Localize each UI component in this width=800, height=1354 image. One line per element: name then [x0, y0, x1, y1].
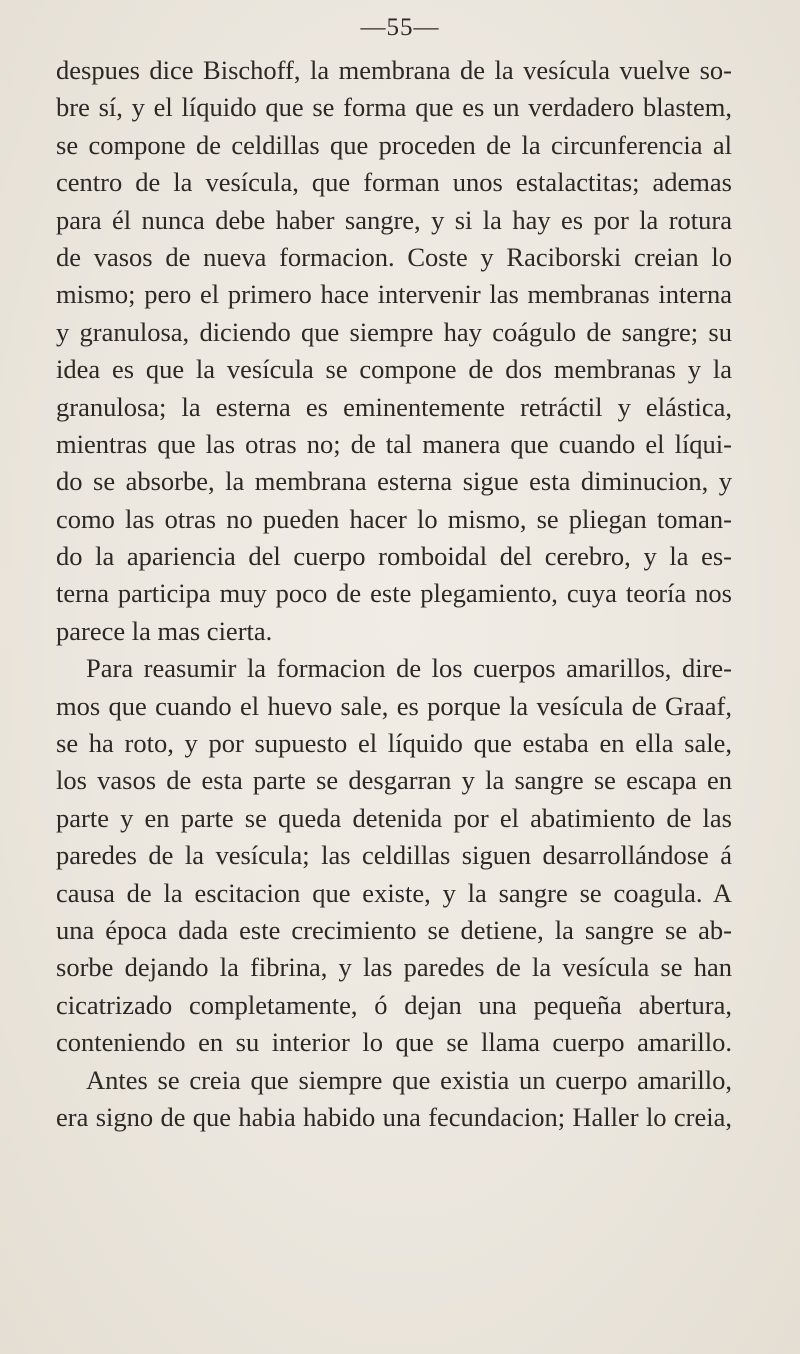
- text-line: despues dice Bischoff, la membrana de la vesícula vuelve so-: [56, 55, 732, 85]
- text-line: sorbe dejando la fibrina, y las paredes de la vesícula se han: [56, 952, 732, 983]
- text-line: parte y en parte se queda detenida por el abatimiento de las: [56, 802, 732, 833]
- body-text: [56, 52, 732, 1136]
- text-line: bre sí, y el líquido que se forma que es un verdadero blastem,: [56, 92, 732, 123]
- text-line: mientras que las otras no; de tal manera que cuando el líqui-: [56, 428, 732, 459]
- text-line: Antes se creia que siempre que existia un cuerpo amarillo,: [86, 1064, 732, 1095]
- text-line: do se absorbe, la membrana esterna sigue esta diminucion, y: [56, 466, 732, 497]
- text-line: mos que cuando el huevo sale, es porque la vesícula de Graaf,: [56, 690, 732, 721]
- text-line: idea es que la vesícula se compone de dos membranas y la: [56, 354, 732, 385]
- text-line: parece la mas cierta.: [56, 615, 273, 646]
- text-line: centro de la vesícula, que forman unos estalactitas; ademas: [56, 167, 732, 198]
- text-line: causa de la escitacion que existe, y la sangre se coagula. A: [56, 877, 732, 908]
- text-line: Para reasumir la formacion de los cuerpos amarillos, dire-: [86, 653, 732, 684]
- text-line: granulosa; la esterna es eminentemente retráctil y elástica,: [56, 391, 732, 422]
- text-line: como las otras no pueden hacer lo mismo, se pliegan toman-: [56, 503, 732, 534]
- text-line: de vasos de nueva formacion. Coste y Raciborski creian lo: [56, 241, 732, 272]
- text-line: una época dada este crecimiento se detiene, la sangre se ab-: [56, 914, 732, 945]
- text-line: cicatrizado completamente, ó dejan una pequeña abertura,: [56, 989, 732, 1020]
- text-line: se compone de celdillas que proceden de la circunferencia al: [56, 129, 732, 160]
- text-line: se ha roto, y por supuesto el líquido que estaba en ella sale,: [56, 728, 732, 759]
- text-line: conteniendo en su interior lo que se llama cuerpo amarillo.: [56, 1027, 732, 1058]
- text-line: terna participa muy poco de este plegamiento, cuya teoría nos: [56, 578, 732, 609]
- page-number: —55—: [360, 14, 440, 41]
- text-line: mismo; pero el primero hace intervenir las membranas interna: [56, 279, 732, 310]
- text-line: para él nunca debe haber sangre, y si la hay es por la rotura: [56, 204, 732, 235]
- text-line: los vasos de esta parte se desgarran y la sangre se escapa en: [56, 765, 732, 796]
- text-line: do la apariencia del cuerpo romboidal del cerebro, y la es-: [56, 541, 732, 572]
- text-line: paredes de la vesícula; las celdillas siguen desarrollándose á: [56, 840, 732, 871]
- text-line: y granulosa, diciendo que siempre hay coágulo de sangre; su: [56, 316, 732, 347]
- text-line: era signo de que habia habido una fecundacion; Haller lo creia,: [56, 1101, 732, 1132]
